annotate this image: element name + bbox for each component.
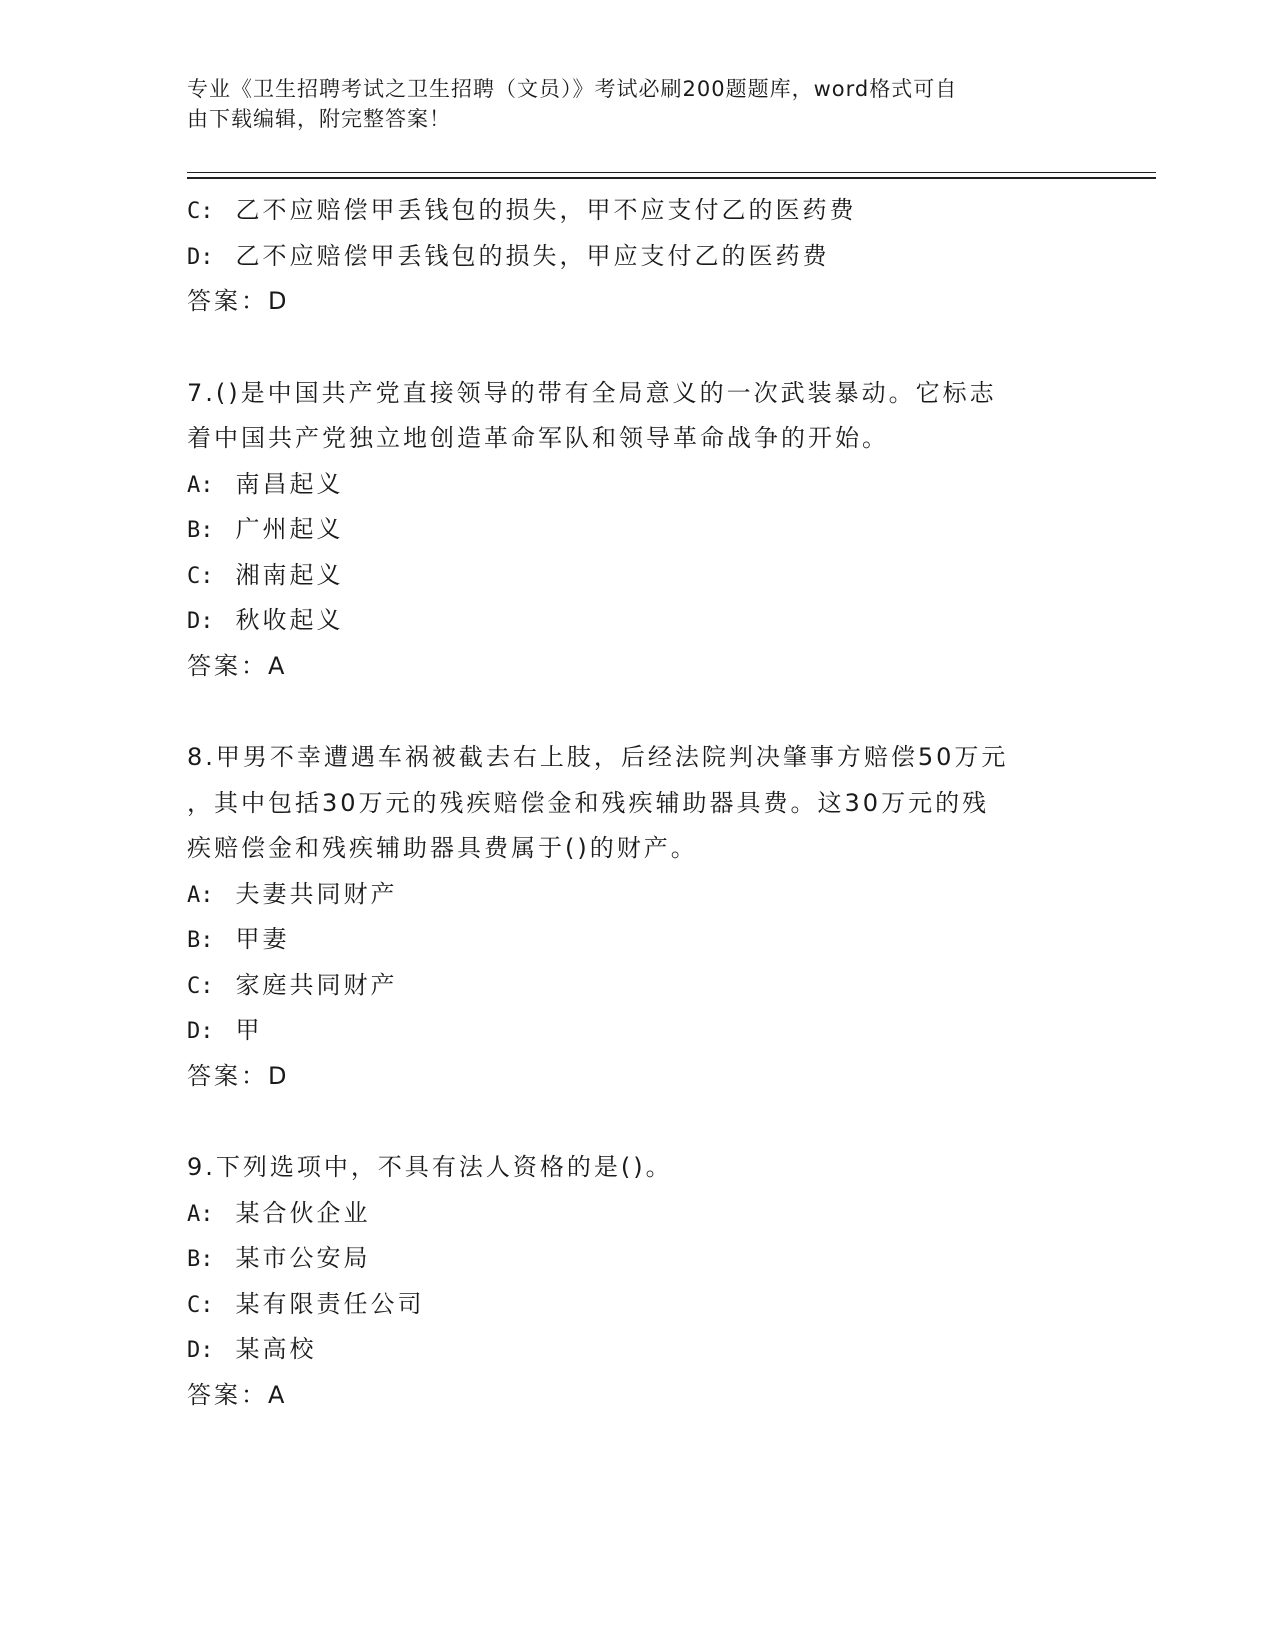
option-c	[187, 963, 1087, 1009]
option-text: 甲	[235, 1016, 263, 1044]
option-text: 夫妻共同财产	[235, 879, 398, 908]
option-key: C:	[187, 563, 214, 589]
option-text: 某高校	[235, 1335, 317, 1363]
option-key: D:	[187, 1338, 214, 1363]
option-text: 乙不应赔偿甲丢钱包的损失，甲不应支付乙的医药费	[235, 196, 857, 224]
option-d	[187, 598, 1087, 644]
question-text-line: 7.()是中国共产党直接领导的带有全局意义的一次武装暴动。它标志	[187, 378, 997, 407]
header-line-2: 由下载编辑，附完整答案！	[187, 107, 451, 131]
option-key: C:	[187, 973, 214, 999]
answer-line: 答案：D	[187, 287, 290, 315]
option-a	[187, 462, 1087, 508]
question-8	[187, 735, 1087, 1099]
option-c	[187, 188, 1087, 234]
option-key: A:	[187, 472, 214, 498]
option-text: 某市公安局	[235, 1244, 371, 1272]
question-text-line: 8.甲男不幸遭遇车祸被截去右上肢，后经法院判决肇事方赔偿50万元	[187, 743, 1009, 771]
option-b	[187, 1236, 1087, 1282]
header-line-1: 专业《卫生招聘考试之卫生招聘（文员）》考试必刷200题题库，word格式可自	[187, 77, 958, 101]
question-text-line: 着中国共产党独立地创造革命军队和领导革命战争的开始。	[187, 424, 889, 452]
option-key: D:	[187, 609, 214, 634]
question-9	[187, 1145, 1087, 1418]
option-text: 南昌起义	[235, 469, 344, 498]
option-key: B:	[187, 928, 214, 953]
option-b	[187, 917, 1087, 963]
question-text-line: 9.下列选项中，不具有法人资格的是()。	[187, 1153, 673, 1181]
option-key: B:	[187, 1247, 214, 1272]
option-a	[187, 872, 1087, 918]
option-key: C:	[187, 1292, 214, 1318]
option-text: 秋收起义	[235, 606, 344, 634]
option-d	[187, 1327, 1087, 1373]
document-body	[187, 188, 1087, 1418]
document-header	[187, 74, 1067, 134]
option-c	[187, 1282, 1087, 1328]
option-c	[187, 553, 1087, 599]
header-divider-thick	[187, 177, 1156, 179]
option-text: 某合伙企业	[235, 1198, 371, 1227]
option-text: 乙不应赔偿甲丢钱包的损失，甲应支付乙的医药费	[235, 241, 830, 270]
answer-line: 答案：A	[187, 651, 288, 680]
option-b	[187, 507, 1087, 553]
option-key: C:	[187, 199, 214, 224]
question-text-line: 疾赔偿金和残疾辅助器具费属于()的财产。	[187, 834, 698, 862]
option-a	[187, 1191, 1087, 1237]
option-d	[187, 1008, 1087, 1054]
option-text: 甲妻	[235, 925, 290, 953]
option-key: D:	[187, 1019, 214, 1044]
continued-question	[187, 188, 1087, 325]
question-7	[187, 371, 1087, 690]
header-divider-thin	[187, 172, 1156, 173]
question-text-line: ，其中包括30万元的残疾赔偿金和残疾辅助器具费。这30万元的残	[187, 788, 990, 817]
option-key: B:	[187, 518, 214, 543]
option-text: 广州起义	[235, 515, 344, 543]
answer-line: 答案：A	[187, 1380, 288, 1409]
option-d	[187, 234, 1087, 280]
option-text: 湘南起义	[235, 560, 344, 589]
option-key: A:	[187, 882, 214, 908]
answer-line: 答案：D	[187, 1061, 290, 1090]
option-text: 家庭共同财产	[235, 970, 398, 999]
option-text: 某有限责任公司	[235, 1289, 425, 1318]
option-key: D:	[187, 244, 214, 270]
option-key: A:	[187, 1201, 214, 1227]
